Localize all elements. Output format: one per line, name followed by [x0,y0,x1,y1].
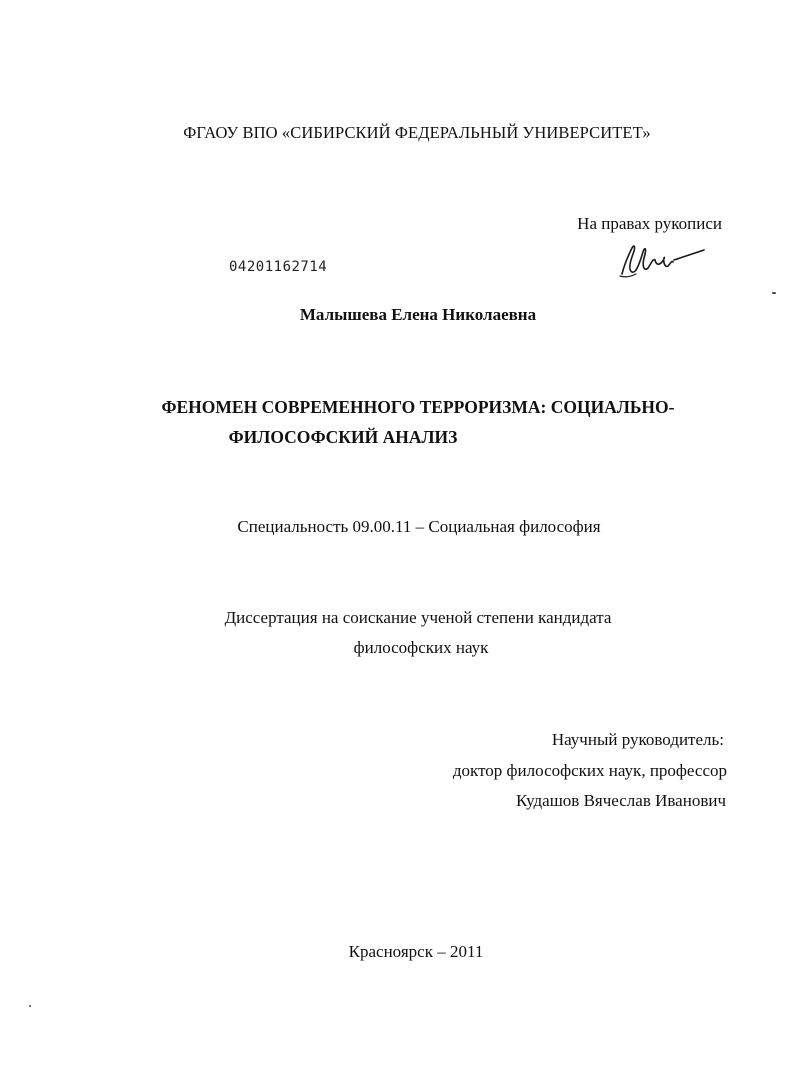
institution-name: ФГАОУ ВПО «СИБИРСКИЙ ФЕДЕРАЛЬНЫЙ УНИВЕРСИТЕТ» [183,123,651,142]
supervisor-label: Научный руководитель: [551,730,724,749]
supervisor-degree: доктор философских наук, профессор [452,761,727,780]
city-year: Красноярск – 2011 [348,942,484,961]
scan-speck [29,1005,31,1007]
rights-note: На правах рукописи [577,214,722,233]
supervisor-name: Кудашов Вячеслав Иванович [516,791,726,810]
specialty: Специальность 09.00.11 – Социальная философия [237,517,601,536]
dissertation-title-line2: ФИЛОСОФСКИЙ АНАЛИЗ [228,427,458,447]
dissertation-title-line1: ФЕНОМЕН СОВРЕМЕННОГО ТЕРРОРИЗМА: СОЦИАЛЬНО- [161,397,675,417]
degree-statement-line2: философских наук [353,638,489,657]
scan-speck [772,292,776,294]
registration-code: 04201162714 [229,259,328,275]
handwritten-signature [618,236,710,280]
author-name: Малышева Елена Николаевна [299,305,537,324]
degree-statement-line1: Диссертация на соискание ученой степени кандидата [224,608,612,627]
